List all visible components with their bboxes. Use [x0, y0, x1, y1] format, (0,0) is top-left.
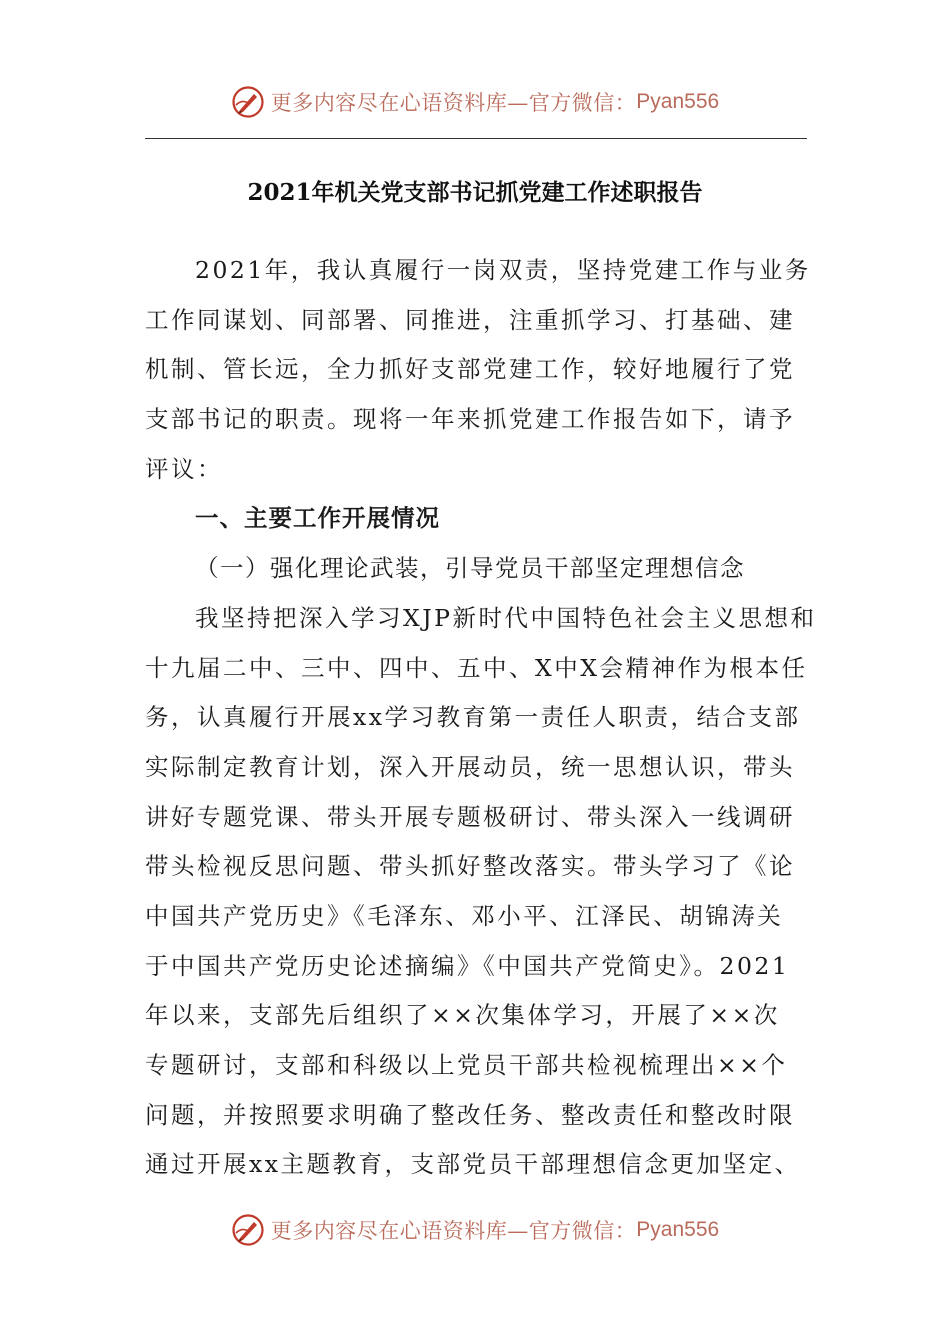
- pen-logo-icon: [231, 1213, 265, 1247]
- paragraph-line: 支部书记的职责。现将一年来抓党建工作报告如下，请予: [145, 405, 795, 434]
- paragraph-line: 于中国共产党历史论述摘编》《中国共产党简史》。2021: [145, 951, 790, 980]
- paragraph-line: 评议：: [145, 454, 223, 483]
- subsection-heading: （一）强化理论武装，引导党员干部坚定理想信念: [195, 554, 745, 583]
- section-heading: 一、主要工作开展情况: [195, 504, 440, 533]
- paragraph-line: 中国共产党历史》《毛泽东、邓小平、江泽民、胡锦涛关: [145, 901, 784, 930]
- header-watermark: [0, 82, 950, 122]
- wechat-id: Pyan556: [636, 1218, 720, 1241]
- paragraph-line: 问题，并按照要求明确了整改任务、整改责任和整改时限: [145, 1100, 795, 1129]
- paragraph-line: 讲好专题党课、带头开展专题极研讨、带头深入一线调研: [145, 802, 795, 831]
- paragraph-line: 我坚持把深入学习XJP新时代中国特色社会主义思想和: [195, 603, 817, 632]
- paragraph-line: 机制、管长远，全力抓好支部党建工作，较好地履行了党: [145, 355, 795, 384]
- paragraph-line: 十九届二中、三中、四中、五中、X中X会精神作为根本任: [145, 653, 808, 682]
- paragraph-line: 带头检视反思问题、带头抓好整改落实。带头学习了《论: [145, 852, 795, 881]
- paragraph-line: 实际制定教育计划，深入开展动员，统一思想认识，带头: [145, 752, 795, 781]
- watermark-text: 更多内容尽在心语资料库—官方微信：: [270, 1219, 637, 1243]
- paragraph-line: 通过开展xx主题教育，支部党员干部理想信念更加坚定、: [145, 1150, 801, 1179]
- document-body: [145, 246, 817, 1190]
- document-title: 2021年机关党支部书记抓党建工作述职报告: [247, 179, 703, 206]
- paragraph-line: 务，认真履行开展xx学习教育第一责任人职责，结合支部: [145, 703, 801, 732]
- pen-logo-icon: [231, 85, 265, 119]
- watermark-text: 更多内容尽在心语资料库—官方微信：: [270, 91, 637, 115]
- paragraph-line: 工作同谋划、同部署、同推进，注重抓学习、打基础、建: [145, 305, 795, 334]
- paragraph-line: 年以来，支部先后组织了××次集体学习，开展了××次: [145, 1001, 780, 1030]
- footer-watermark: [0, 1210, 950, 1250]
- paragraph-line: 2021年，我认真履行一岗双责，坚持党建工作与业务: [195, 256, 811, 284]
- header-divider: [145, 138, 807, 139]
- paragraph-line: 专题研讨，支部和科级以上党员干部共检视梳理出××个: [145, 1051, 788, 1079]
- wechat-id: Pyan556: [636, 90, 720, 113]
